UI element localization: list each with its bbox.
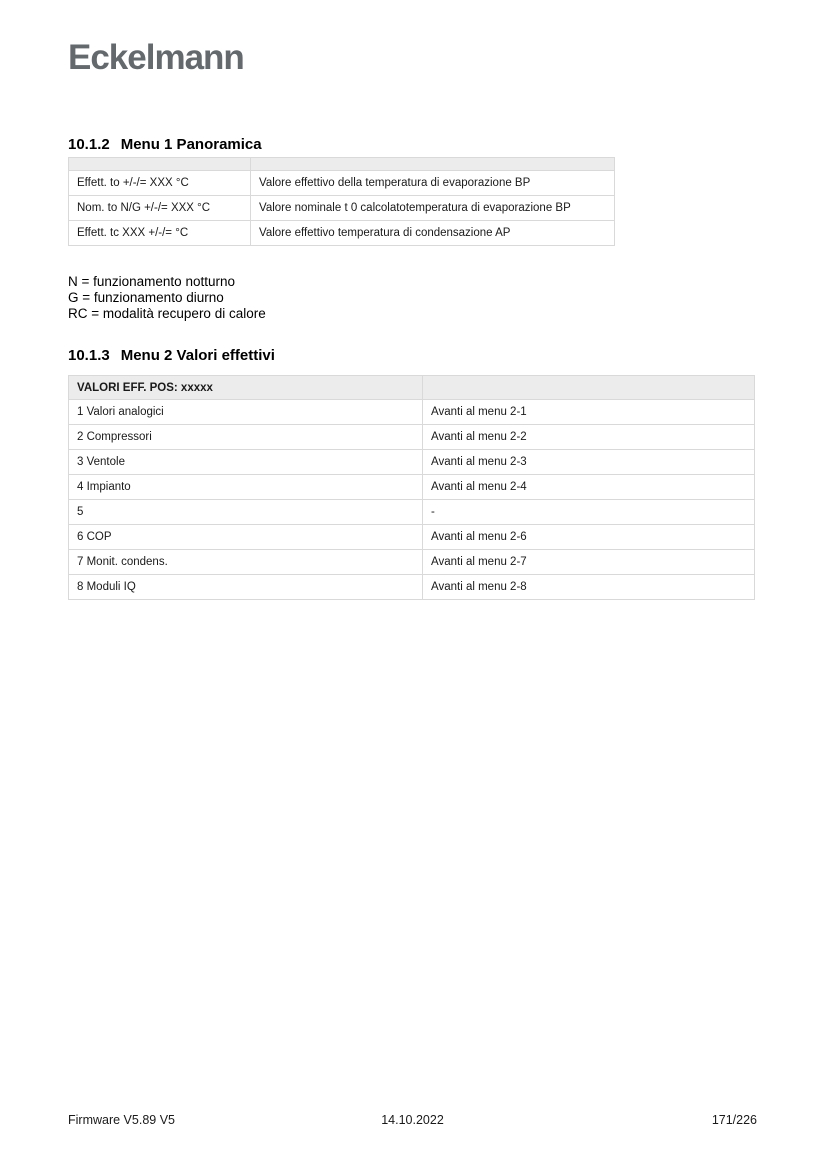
- table-row: [69, 221, 615, 246]
- table-cell-value: Avanti al menu 2-2: [423, 425, 755, 450]
- section-title: Menu 2 Valori effettivi: [120, 347, 275, 364]
- table-cell-key: 4 Impianto: [69, 475, 423, 500]
- table-cell-key: 8 Moduli IQ: [69, 575, 423, 600]
- table-cell-value: Avanti al menu 2-1: [423, 400, 755, 425]
- section-heading-10-1-3: [68, 347, 275, 364]
- table-header-row: [69, 376, 755, 400]
- table-cell-key: Nom. to N/G +/-/= XXX °C: [69, 196, 251, 221]
- table-row: [69, 575, 755, 600]
- section-number: 10.1.3: [68, 347, 110, 364]
- footer-page-number: 171/226: [711, 1113, 758, 1127]
- table-row: [69, 500, 755, 525]
- table-row: [69, 525, 755, 550]
- table-row: [69, 171, 615, 196]
- table-cell-key: 7 Monit. condens.: [69, 550, 423, 575]
- table-header-row: [69, 158, 615, 171]
- table-cell-value: Avanti al menu 2-8: [423, 575, 755, 600]
- table-cell-value: Avanti al menu 2-7: [423, 550, 755, 575]
- table-header-cell: [69, 158, 251, 171]
- panoramica-table: [68, 157, 615, 246]
- table-row: [69, 550, 755, 575]
- table-row: [69, 196, 615, 221]
- legend-notes: [68, 274, 266, 322]
- table-cell-value: Avanti al menu 2-4: [423, 475, 755, 500]
- table-cell-value: Valore nominale t 0 calcolatotemperatura di evaporazione BP: [251, 196, 615, 221]
- table-row: [69, 450, 755, 475]
- footer-firmware-version: Firmware V5.89 V5: [68, 1113, 175, 1127]
- page-footer: [68, 1113, 757, 1127]
- section-number: 10.1.2: [68, 136, 110, 153]
- table-cell-key: 5: [69, 500, 423, 525]
- legend-note-g: G = funzionamento diurno: [68, 290, 224, 305]
- section-heading-10-1-2: [68, 136, 262, 153]
- eckelmann-logo: Eckelmann: [68, 38, 244, 77]
- table-cell-value: -: [423, 500, 755, 525]
- table-row: [69, 475, 755, 500]
- table-header-cell: [423, 376, 755, 400]
- table-row: [69, 400, 755, 425]
- table-cell-key: 6 COP: [69, 525, 423, 550]
- section-title: Menu 1 Panoramica: [120, 136, 262, 153]
- table-header-cell: VALORI EFF. POS: xxxxx: [69, 376, 423, 400]
- table-cell-key: 3 Ventole: [69, 450, 423, 475]
- table-header-cell: [251, 158, 615, 171]
- table-cell-value: Valore effettivo della temperatura di evaporazione BP: [251, 171, 615, 196]
- table-cell-key: 2 Compressori: [69, 425, 423, 450]
- table-cell-key: Effett. to +/-/= XXX °C: [69, 171, 251, 196]
- legend-note-n: N = funzionamento notturno: [68, 274, 235, 289]
- table-cell-key: Effett. tc XXX +/-/= °C: [69, 221, 251, 246]
- table-cell-value: Avanti al menu 2-6: [423, 525, 755, 550]
- legend-note-rc: RC = modalità recupero di calore: [68, 306, 266, 321]
- table-cell-value: Avanti al menu 2-3: [423, 450, 755, 475]
- table-cell-key: 1 Valori analogici: [69, 400, 423, 425]
- table-row: [69, 425, 755, 450]
- table-cell-value: Valore effettivo temperatura di condensazione AP: [251, 221, 615, 246]
- footer-date: 14.10.2022: [381, 1113, 444, 1127]
- valori-effettivi-table: [68, 375, 755, 600]
